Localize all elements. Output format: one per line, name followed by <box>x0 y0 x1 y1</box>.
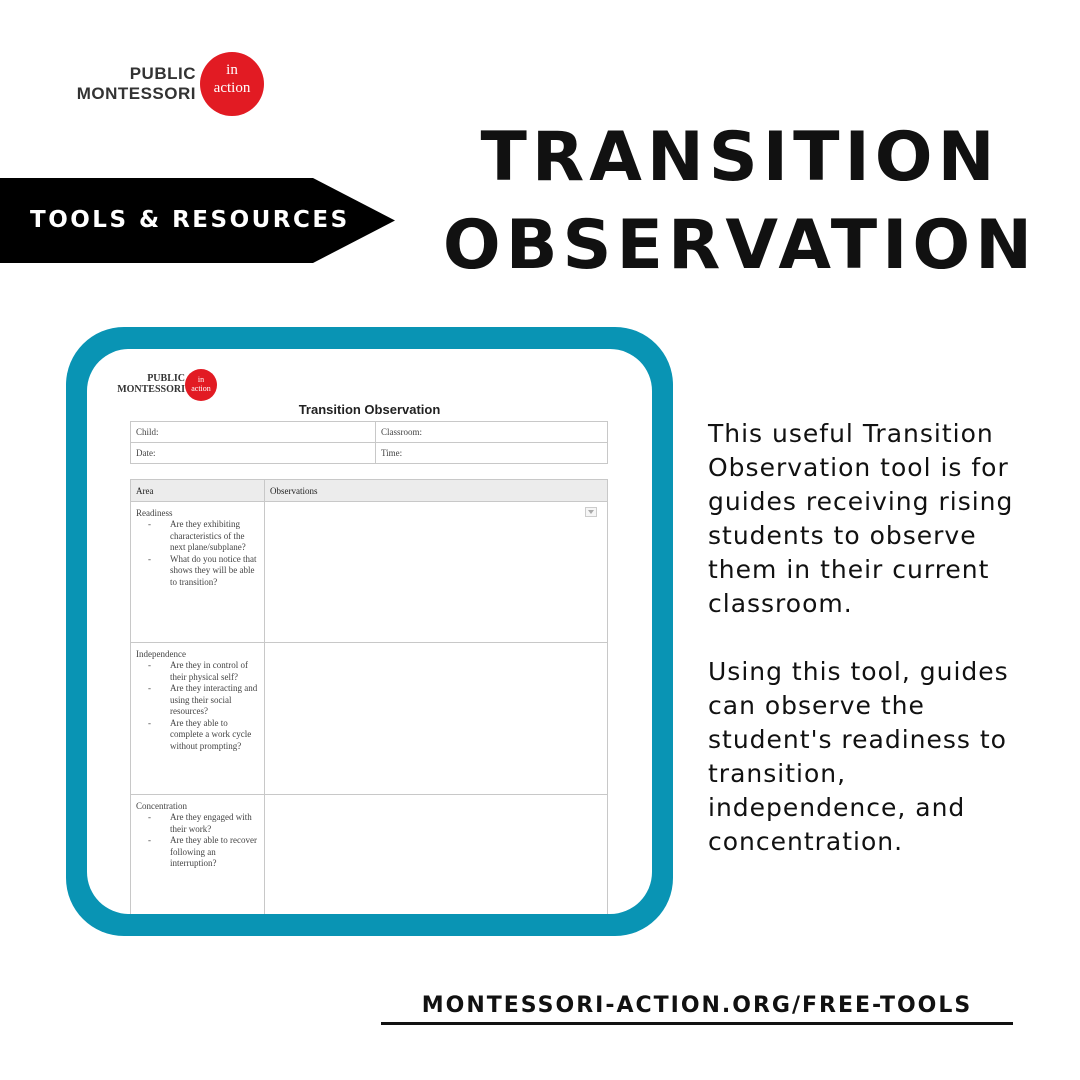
doc-area-concentration: Concentration <box>136 801 187 811</box>
doc-logo-public: PUBLIC <box>147 373 185 384</box>
doc-header-observations: Observations <box>265 480 608 502</box>
logo-red-circle <box>200 52 264 116</box>
doc-logo <box>111 369 221 403</box>
footer-underline <box>381 1022 1013 1025</box>
doc-question-list <box>136 519 259 588</box>
doc-header-area: Area <box>131 480 265 502</box>
doc-logo-circle <box>185 369 217 401</box>
brand-logo <box>58 52 268 120</box>
doc-observation-cell <box>265 795 608 915</box>
logo-wordmark <box>77 64 196 104</box>
doc-title: Transition Observation <box>298 402 441 417</box>
tools-resources-banner <box>0 178 395 263</box>
page-title <box>440 114 1040 290</box>
doc-field-classroom: Classroom: <box>376 422 608 443</box>
document-preview-frame <box>66 327 673 936</box>
title-line-2: OBSERVATION <box>442 206 1038 285</box>
list-item: - Are they engaged with their work? <box>136 812 259 835</box>
doc-field-child: Child: <box>131 422 376 443</box>
description-paragraph-2: Using this tool, guides can observe the student's readiness to transition, independence, and concentration. <box>708 657 1009 856</box>
doc-area-independence: Independence <box>136 649 186 659</box>
doc-field-time: Time: <box>376 443 608 464</box>
logo-circle-in: in <box>226 62 238 78</box>
list-item: - Are they exhibiting characteristics of the next plane/subplane? <box>136 519 259 554</box>
logo-line-public: PUBLIC <box>129 64 196 83</box>
banner-label: TOOLS & RESOURCES <box>30 207 350 233</box>
doc-question-list <box>136 660 259 752</box>
description-paragraph-1: This useful Transition Observation tool is for guides receiving rising students to observe them in their current classroom. <box>708 419 1014 618</box>
logo-line-montessori: MONTESSORI <box>76 84 196 103</box>
doc-area-cell <box>131 502 265 643</box>
list-item: - Are they in control of their physical self? <box>136 660 259 683</box>
doc-area-readiness: Readiness <box>136 508 173 518</box>
list-item: - Are they able to complete a work cycle without prompting? <box>136 718 259 753</box>
tool-description <box>708 417 1038 859</box>
list-item: - Are they interacting and using their social resources? <box>136 683 259 718</box>
doc-logo-in: in <box>197 375 205 384</box>
list-item: - Are they able to recover following an interruption? <box>136 835 259 870</box>
doc-observation-cell <box>265 643 608 795</box>
doc-question-list <box>136 812 259 870</box>
table-row <box>131 643 608 795</box>
footer-url-link[interactable]: MONTESSORI-ACTION.ORG/FREE-TOOLS <box>421 993 973 1018</box>
doc-observation-table <box>130 479 608 914</box>
list-item: - What do you notice that shows they will be able to transition? <box>136 554 259 589</box>
table-row <box>131 502 608 643</box>
logo-circle-action: action <box>213 80 251 96</box>
doc-logo-wordmark <box>117 373 185 395</box>
doc-area-cell <box>131 795 265 915</box>
title-line-1: TRANSITION <box>480 118 1000 197</box>
chevron-down-icon <box>585 507 597 517</box>
doc-area-cell <box>131 643 265 795</box>
table-row <box>131 795 608 915</box>
document-preview <box>87 349 652 914</box>
doc-observation-cell <box>265 502 608 643</box>
doc-info-table <box>130 421 608 464</box>
doc-logo-action: action <box>191 384 211 393</box>
doc-field-date: Date: <box>131 443 376 464</box>
doc-logo-montessori: MONTESSORI <box>117 384 185 395</box>
